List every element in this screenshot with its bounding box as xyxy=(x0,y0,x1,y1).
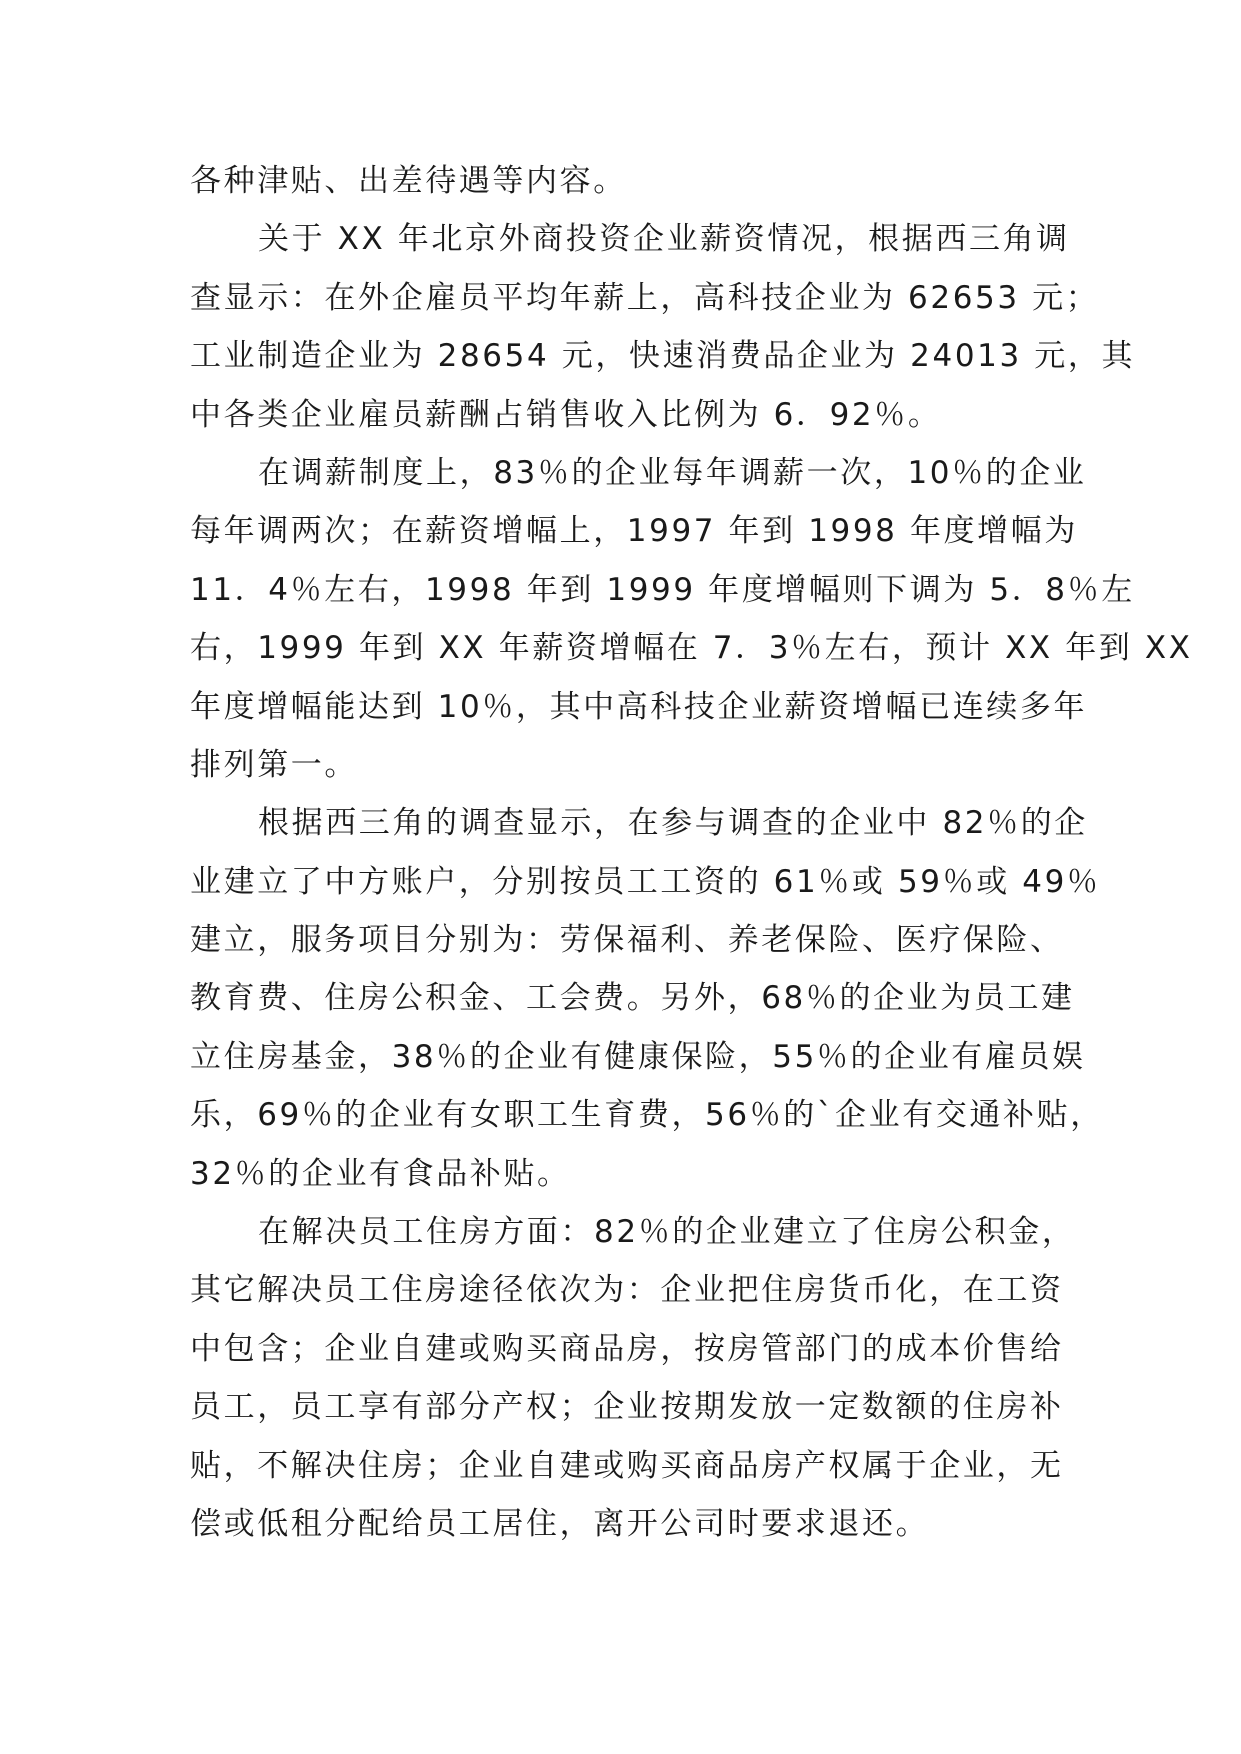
text-line: 每年调两次；在薪资增幅上，1997 年到 1998 年度增幅为 xyxy=(190,513,1078,550)
text-line: 年度增幅能达到 10％，其中高科技企业薪资增幅已连续多年 xyxy=(190,688,1088,725)
text-line: 11．4％左右，1998 年到 1999 年度增幅则下调为 5．8％左 xyxy=(190,571,1135,608)
paragraph xyxy=(190,210,1136,444)
text-line: 其它解决员工住房途径依次为：企业把住房货币化，在工资 xyxy=(190,1272,1064,1309)
text-line: 业建立了中方账户，分别按员工工资的 61％或 59％或 49％ xyxy=(190,863,1101,900)
text-line: 关于 XX 年北京外商投资企业薪资情况，根据西三角调 xyxy=(258,221,1070,258)
text-line: 在调薪制度上，83％的企业每年调薪一次，10％的企业 xyxy=(258,454,1087,491)
text-line: 偿或低租分配给员工居住，离开公司时要求退还。 xyxy=(190,1505,930,1542)
text-line: 根据西三角的调查显示，在参与调查的企业中 82％的企 xyxy=(258,805,1088,842)
text-line: 中包含；企业自建或购买商品房，按房管部门的成本价售给 xyxy=(190,1330,1064,1367)
text-line: 中各类企业雇员薪酬占销售收入比例为 6．92％。 xyxy=(190,396,942,433)
text-line: 建立，服务项目分别为：劳保福利、养老保险、医疗保险、 xyxy=(190,922,1064,959)
text-line: 各种津贴、出差待遇等内容。 xyxy=(190,163,627,199)
document-body xyxy=(190,152,1193,1553)
text-line: 32％的企业有食品补贴。 xyxy=(190,1155,571,1192)
paragraph xyxy=(190,152,1058,210)
text-line: 在解决员工住房方面：82％的企业建立了住房公积金， xyxy=(258,1214,1076,1251)
text-line: 乐，69％的企业有女职工生育费，56％的`企业有交通补贴， xyxy=(190,1097,1104,1134)
text-line: 排列第一。 xyxy=(190,746,358,783)
text-line: 立住房基金，38％的企业有健康保险，55％的企业有雇员娱 xyxy=(190,1038,1086,1075)
text-line: 员工，员工享有部分产权；企业按期发放一定数额的住房补 xyxy=(190,1389,1064,1426)
text-line: 贴，不解决住房；企业自建或购买商品房产权属于企业，无 xyxy=(190,1447,1064,1484)
text-line: 右，1999 年到 XX 年薪资增幅在 7．3％左右，预计 XX 年到 XX xyxy=(190,630,1193,667)
paragraph xyxy=(190,1203,1076,1553)
paragraph xyxy=(190,444,1193,794)
paragraph xyxy=(190,794,1104,1203)
text-line: 工业制造企业为 28654 元，快速消费品企业为 24013 元，其 xyxy=(190,338,1136,375)
text-line: 教育费、住房公积金、工会费。另外，68％的企业为员工建 xyxy=(190,980,1075,1017)
text-line: 查显示：在外企雇员平均年薪上，高科技企业为 62653 元； xyxy=(190,279,1100,316)
